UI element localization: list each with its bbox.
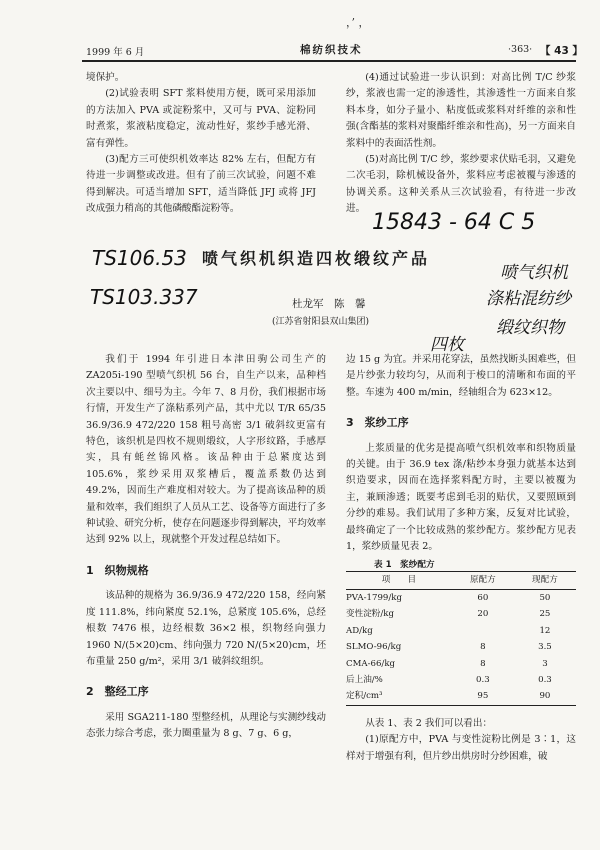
section-1-text: 该品种的规格为 36.9/36.9 472/220 158，经向紧度 111.8%，纬向紧度 52.1%，总紧度 105.6%，总经根数 7476 根，边经根数 36×2 根，织物经向强力 1960 N/(5×20)cm、纬向强力 720 N/(5×20)cm，坯布重量 250 g/m²，采用 3/1 破斜纹组织。 (86, 590, 326, 667)
section-heading-2: 2 整经工序 (86, 685, 149, 699)
handwritten-keyword-1: 喷气织机 (500, 263, 568, 283)
table-cell: 0.3 (476, 674, 490, 685)
header-page: ·363· (508, 44, 533, 55)
table-caption: 表 1 浆纱配方 (374, 560, 435, 571)
main-left-column (86, 352, 326, 743)
table-cell: 8 (480, 658, 486, 669)
table-cell: 25 (539, 609, 551, 620)
table-header-cell: 原配方 (469, 575, 496, 586)
table-cell: 3 (542, 658, 548, 669)
paragraph-fragment: 境保护。 (86, 72, 125, 83)
table-header-cell: 现配方 (532, 575, 558, 586)
handwritten-keyword-4: 四枚 (430, 335, 464, 355)
header-issue: 【 43 】 (540, 45, 583, 57)
article-authors: 杜龙军 陈 馨 (292, 298, 366, 310)
table-row (346, 656, 576, 672)
table-cell: 8 (480, 642, 486, 653)
section-3-text: 上浆质量的优劣是提高喷气织机效率和织物质量的关键。由于 36.9 tex 涤/粘纱本身强力就基本达到织造要求，因而在选择浆料配方时，主要以被覆为主，兼顾渗透；既要考虑到毛羽的贴伏，又要照顾到分纱的难易。我们试用了多种方案，反复对比试验，最终确定了一个比较成熟的浆纱配方。浆纱配方见表 1，浆纱质量见表 2。 (346, 442, 576, 553)
table-cell: 95 (477, 691, 489, 702)
table-cell: 0.3 (538, 674, 552, 685)
section-heading-3: 3 浆纱工序 (346, 416, 409, 430)
table-cell (452, 623, 514, 639)
table-cell: SLMO-96/kg (346, 642, 402, 653)
paragraph-point-4: (4)通过试验进一步认识到：对高比例 T/C 纱浆纱，浆液也需一定的渗透性，其渗透性一方面来自浆料本身，如分子量小、粘度低或浆料对纤维的亲和性强(含酯基的浆料对聚酯纤维亲和性高)，另一方面来自浆料中的表面活性剂。 (346, 72, 576, 149)
analysis-point-1: (1)原配方中，PVA 与变性淀粉比例是 3∶1，这样对于增强有利，但片纱出烘房时分纱困难，破 (346, 734, 576, 762)
handwritten-code-1: TS106.53 (92, 246, 187, 270)
table-cell: 变性淀粉/kg (346, 609, 394, 620)
header-mark: ，’ ， (346, 16, 370, 29)
table-header-cell: 项 目 (381, 575, 417, 586)
after-table-paragraph: 从表 1、表 2 我们可以看出： (365, 717, 493, 729)
handwritten-code-3: 15843 - 64 C 5 (372, 210, 536, 235)
recipe-table (346, 571, 576, 705)
section-2-text: 采用 SGA211-180 型整经机，从理论与实测纱线动态张力综合考虑，张力圈重量为 8 g、7 g、6 g， (86, 711, 326, 740)
top-right-column (346, 70, 576, 218)
table-cell: 3.5 (538, 642, 552, 653)
table-row (346, 688, 576, 705)
sizing-recipe-table (346, 559, 576, 705)
table-row (346, 623, 576, 639)
table-cell: 后上油/% (346, 674, 383, 685)
table-row (346, 639, 576, 655)
section-heading-1: 1 织物规格 (86, 563, 149, 577)
intro-paragraph: 我们于 1994 年引进日本津田驹公司生产的 ZA205i-190 型喷气织机 56 台，自生产以来，品种档次主要以中、细号为主。今年 7、8 月份，我们根据市场行情，开发生产了涤粘系列产品，其中尤以 T/R 65/35 36.9/36.9 472/220 158 粗号高密 3/1 破斜纹更富有特色，该织机是四枚不规则缎纹，人字形纹路，手感厚实，具有蚝丝锦风格。该品种由于总紧度达到 105.6%，浆纱采用双浆槽后，覆盖系数仍达到 49.2%，因而生产难度相对较大。为了提高该品种的质量和效率，我们组织了人员从工艺、设备等方面进行了多种试验、研究分析，使存在问题逐步得到解决，平均效率达到 92% 以上，现就整个开发过程总结如下。 (86, 354, 326, 546)
table-row (346, 589, 576, 606)
table-cell: 12 (539, 625, 551, 636)
table-header-row (346, 572, 576, 589)
article-affiliation: (江苏省射阳县双山集团) (272, 317, 370, 327)
paragraph-point-5: (5)对高比例 T/C 纱，浆纱要求伏贴毛羽，又避免二次毛羽，除机械设备外，浆料应考虑被覆与渗透的协调关系。这种关系从三次试验看，有待进一步改进。 (346, 154, 576, 215)
top-left-column (86, 70, 316, 218)
main-right-column (346, 352, 576, 765)
table-cell: 20 (477, 609, 489, 620)
table-cell: PVA-1799/kg (346, 592, 402, 603)
table-row (346, 672, 576, 688)
handwritten-code-2: TS103.337 (90, 285, 198, 309)
header-rule (82, 60, 576, 62)
article-title: 喷气织机织造四枚缎纹产品 (202, 249, 431, 268)
table-cell: AD/kg (346, 625, 373, 636)
handwritten-keyword-3: 缎纹织物 (496, 318, 564, 338)
table-cell: CMA-66/kg (346, 658, 396, 669)
table-cell: 50 (539, 592, 551, 603)
paragraph-point-2: (2)试验表明 SFT 浆料使用方便，既可采用添加的方法加入 PVA 或淀粉浆中，又可与 PVA、淀粉同时煮浆，浆液粘度稳定，流动性好，浆纱手感光滑、富有弹性。 (86, 88, 316, 149)
table-cell: 90 (539, 691, 551, 702)
continuation-paragraph: 边 15 g 为宜。并采用花穿法，虽然找断头困难些，但是片纱张力较均匀，从而利于梭口的清晰和布面的平整。车速为 400 m/min，经轴组合为 623×12。 (346, 354, 576, 398)
table-cell: 60 (477, 592, 489, 603)
handwritten-keyword-2: 涤粘混纺纱 (486, 289, 571, 309)
header-date: 1999 年 6 月 (86, 47, 145, 58)
paragraph-point-3: (3)配方三可使织机效率达 82% 左右，但配方有待进一步调整或改进。但有了前三次试验，问题不难得到解决。可适当增加 SFT，适当降低 JFJ 或将 JFJ 改成强力稍高的其他磷酸酯淀粉等。 (86, 154, 316, 215)
table-cell: 定积/cm³ (346, 691, 383, 702)
table-row (346, 606, 576, 622)
header-journal: 棉纺织技术 (300, 44, 363, 56)
